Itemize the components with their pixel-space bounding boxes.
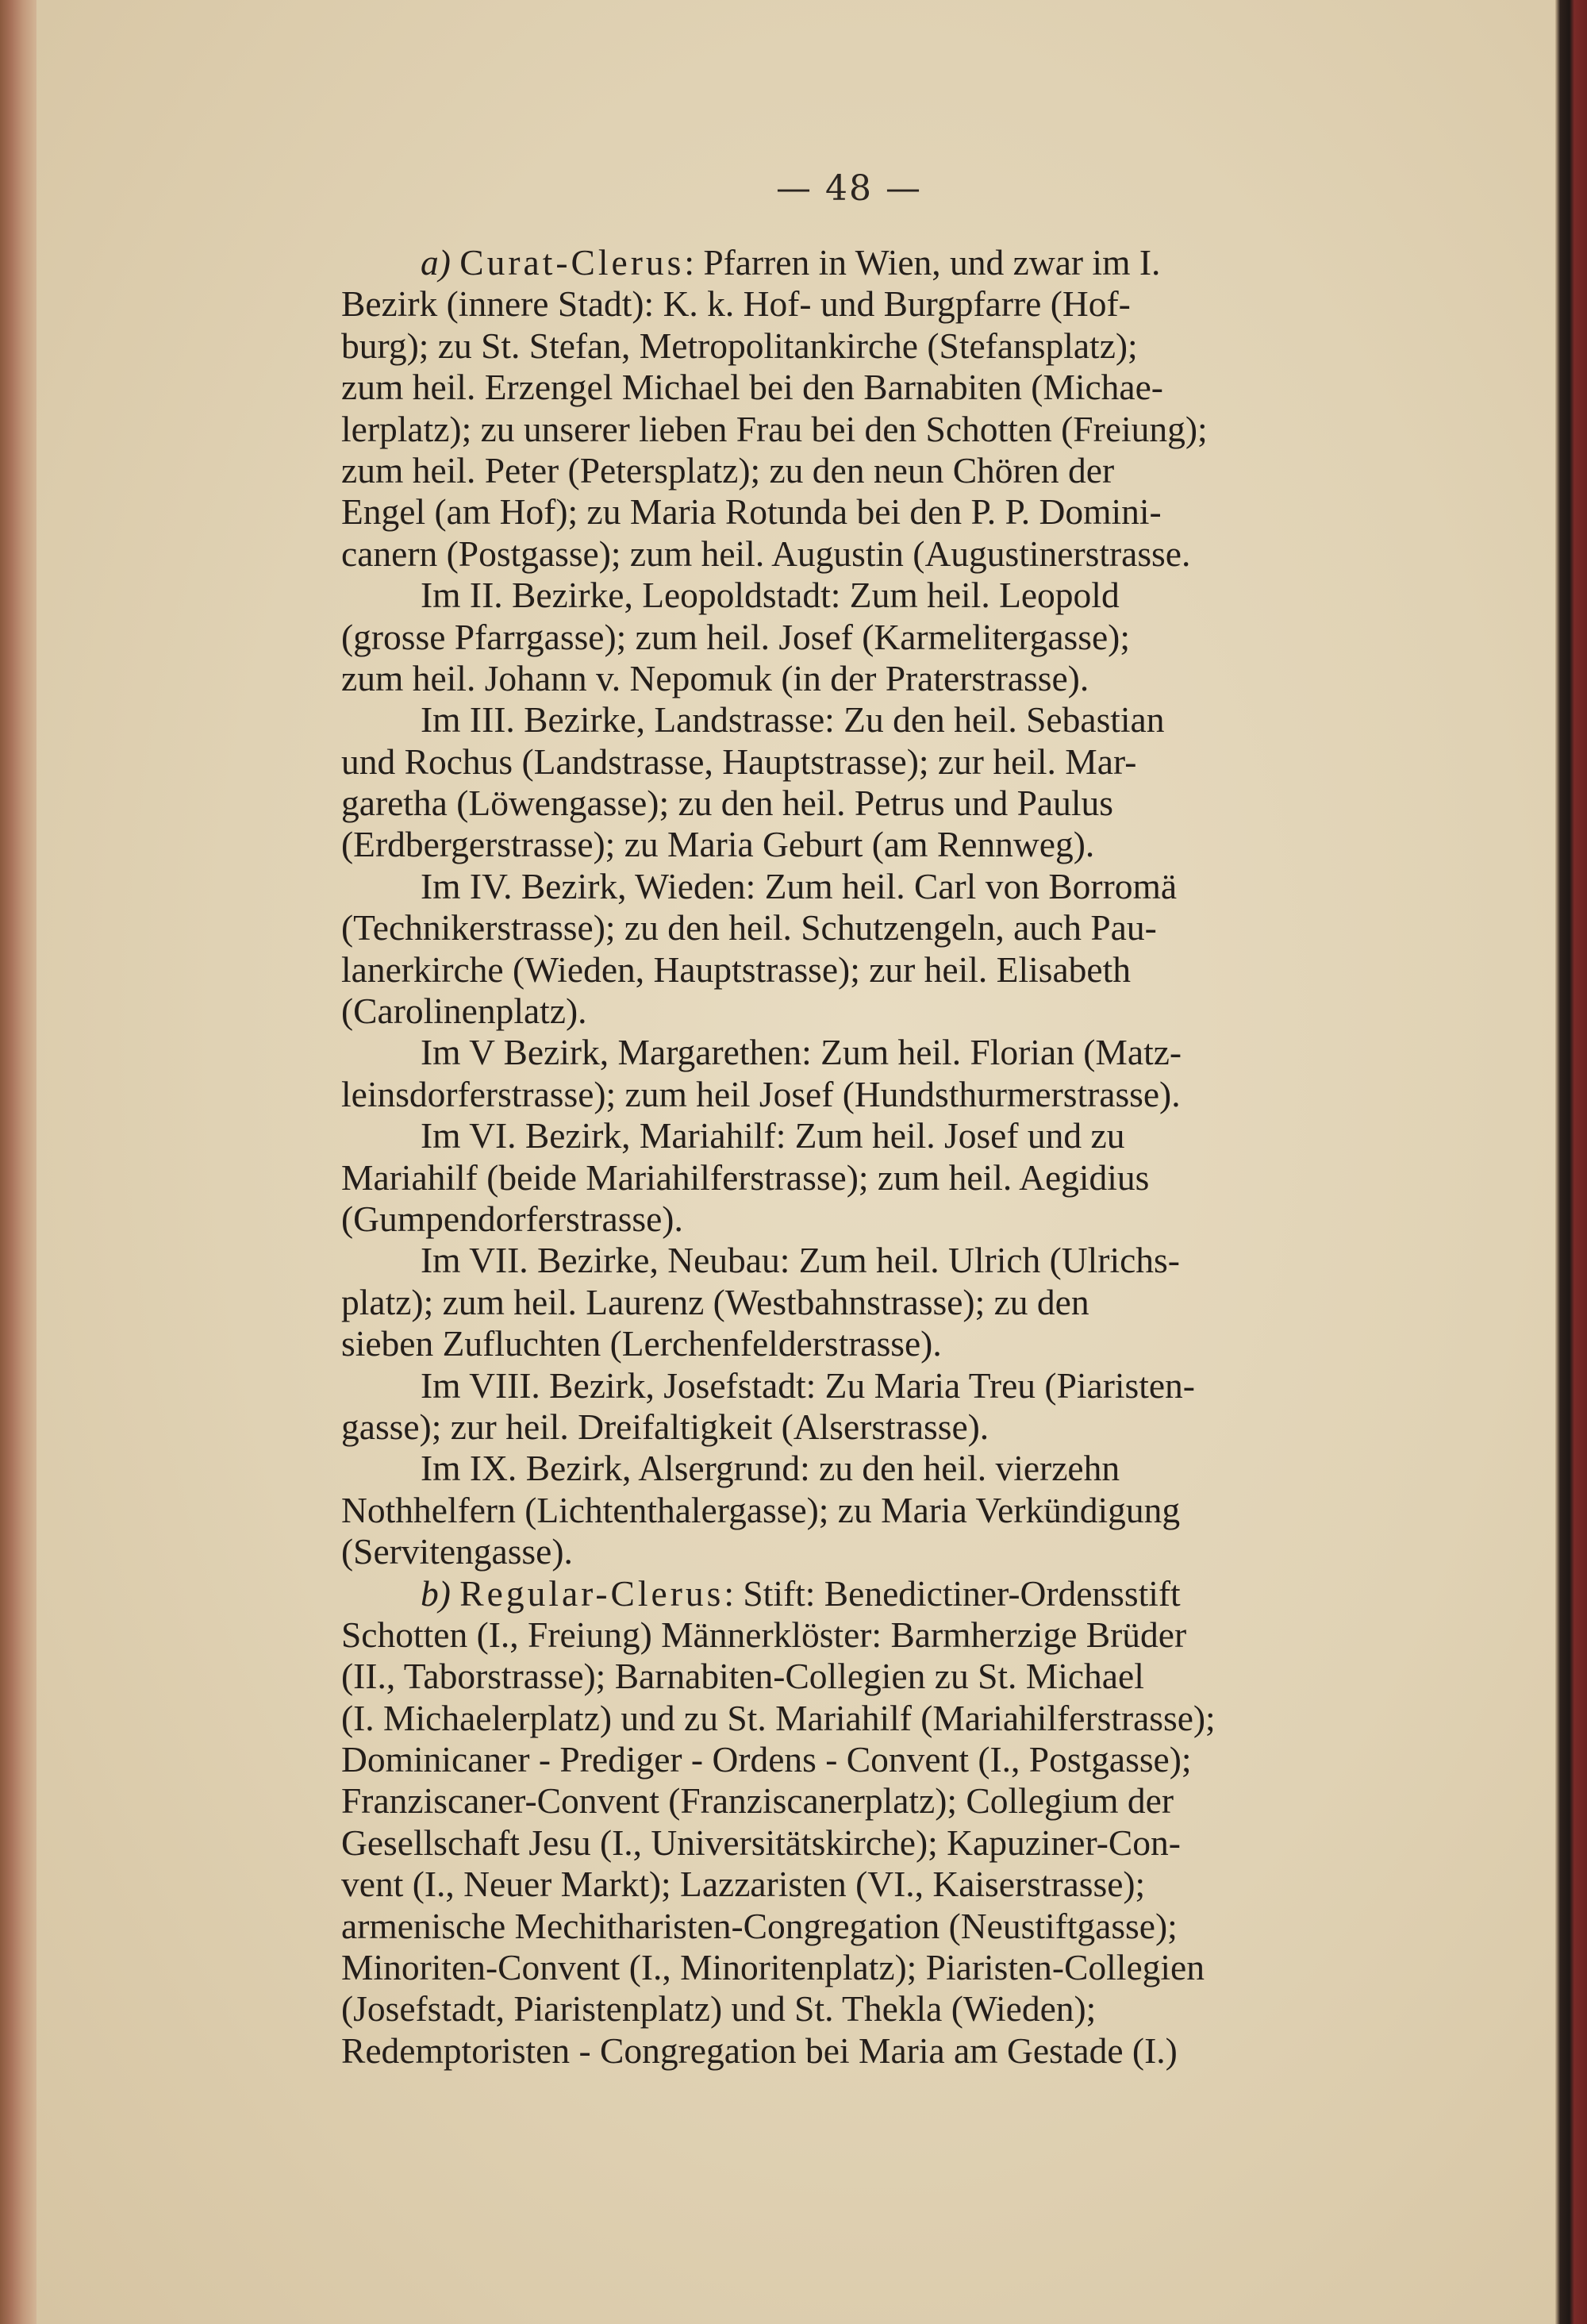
text-line: (grosse Pfarrgasse); zum heil. Josef (Karmelitergasse); xyxy=(341,616,1130,657)
text-line: Im IV. Bezirk, Wieden: Zum heil. Carl von Borromä xyxy=(421,865,1178,906)
text-line: Franziscaner-Convent (Franziscanerplatz); Collegium der xyxy=(341,1780,1174,1822)
text-line xyxy=(341,242,1468,283)
text-line: lanerkirche (Wieden, Hauptstrasse); zur heil. Elisabeth xyxy=(341,948,1131,990)
text-line: Schotten (I., Freiung) Männerklöster: Barmherzige Brüder xyxy=(341,1614,1187,1655)
section-heading-curat-clerus: Curat-Clerus xyxy=(459,242,685,283)
body-text xyxy=(341,242,1468,2072)
text-line: Dominicaner - Prediger - Ordens - Convent (I., Postgasse); xyxy=(341,1739,1192,1780)
text-line: Nothhelfern (Lichtenthalergasse); zu Maria Verkündigung xyxy=(341,1489,1181,1530)
text-line-segment: : Pfarren in Wien, und zwar im I. xyxy=(684,242,1161,283)
text-line: Im VI. Bezirk, Mariahilf: Zum heil. Josef und zu xyxy=(421,1115,1125,1156)
text-line: Im III. Bezirke, Landstrasse: Zu den heil. Sebastian xyxy=(421,699,1165,741)
text-line: Mariahilf (beide Mariahilferstrasse); zum heil. Aegidius xyxy=(341,1156,1150,1198)
text-line: Im IX. Bezirk, Alsergrund: zu den heil. vierzehn xyxy=(421,1448,1120,1489)
text-line: gasse); zur heil. Dreifaltigkeit (Alserstrasse). xyxy=(341,1406,989,1447)
text-line: garetha (Löwengasse); zu den heil. Petrus und Paulus xyxy=(341,783,1113,824)
book-binding-left xyxy=(0,0,37,2324)
text-line: (Josefstadt, Piaristenplatz) und St. Thekla (Wieden); xyxy=(341,1988,1097,2030)
text-line: (Servitengasse). xyxy=(341,1531,573,1572)
text-line-segment: : Stift: Benedictiner-Ordensstift xyxy=(724,1572,1181,1614)
text-line: (Technikerstrasse); zu den heil. Schutzengeln, auch Pau- xyxy=(341,907,1157,948)
text-line: Redemptoristen - Congregation bei Maria am Gestade (I.) xyxy=(341,2030,1178,2071)
book-cover-edge-right xyxy=(1555,0,1587,2324)
text-line: zum heil. Erzengel Michael bei den Barnabiten (Michae- xyxy=(341,367,1163,408)
section-heading-regular-clerus: Regular-Clerus xyxy=(459,1572,724,1614)
text-line: Engel (am Hof); zu Maria Rotunda bei den P. P. Domini- xyxy=(341,491,1162,533)
section-marker-b: b) xyxy=(421,1572,451,1614)
section-marker-a: a) xyxy=(421,242,451,283)
text-line xyxy=(341,1573,1468,1614)
text-line: lerplatz); zu unserer lieben Frau bei den Schotten (Freiung); xyxy=(341,408,1208,449)
text-line: leinsdorferstrasse); zum heil Josef (Hundsthurmerstrasse). xyxy=(341,1073,1181,1114)
text-line: sieben Zufluchten (Lerchenfelderstrasse). xyxy=(341,1323,942,1364)
text-line: platz); zum heil. Laurenz (Westbahnstrasse); zu den xyxy=(341,1281,1089,1322)
text-line: (Gumpendorferstrasse). xyxy=(341,1198,683,1239)
text-line: Bezirk (innere Stadt): K. k. Hof- und Burgpfarre (Hof- xyxy=(341,283,1131,325)
text-line: zum heil. Peter (Petersplatz); zu den neun Chören der xyxy=(341,449,1115,491)
text-line: Minoriten-Convent (I., Minoritenplatz); Piaristen-Collegien xyxy=(341,1947,1205,1988)
text-line: Im V Bezirk, Margarethen: Zum heil. Florian (Matz- xyxy=(421,1032,1182,1073)
text-line: (Carolinenplatz). xyxy=(341,991,587,1032)
text-line: (II., Taborstrasse); Barnabiten-Collegien zu St. Michael xyxy=(341,1656,1144,1697)
text-line: burg); zu St. Stefan, Metropolitankirche (Stefansplatz); xyxy=(341,325,1138,366)
text-line: armenische Mechitharisten-Congregation (Neustiftgasse); xyxy=(341,1905,1178,1946)
text-line: (Erdbergerstrasse); zu Maria Geburt (am Rennweg). xyxy=(341,824,1095,865)
text-line: (I. Michaelerplatz) und zu St. Mariahilf (Mariahilferstrasse); xyxy=(341,1697,1216,1738)
text-line: Im VIII. Bezirk, Josefstadt: Zu Maria Treu (Piaristen- xyxy=(421,1364,1195,1406)
text-line: Im II. Bezirke, Leopoldstadt: Zum heil. Leopold xyxy=(421,575,1120,616)
text-line: zum heil. Johann v. Nepomuk (in der Praterstrasse). xyxy=(341,657,1089,698)
text-line: Gesellschaft Jesu (I., Universitätskirche); Kapuziner-Con- xyxy=(341,1822,1181,1863)
text-line: und Rochus (Landstrasse, Hauptstrasse); zur heil. Mar- xyxy=(341,741,1137,782)
text-line: vent (I., Neuer Markt); Lazzaristen (VI., Kaiserstrasse); xyxy=(341,1864,1146,1905)
page-number: — 48 — xyxy=(776,168,922,209)
text-line: Im VII. Bezirke, Neubau: Zum heil. Ulrich (Ulrichs- xyxy=(421,1240,1180,1281)
text-line: canern (Postgasse); zum heil. Augustin (Augustinerstrasse. xyxy=(341,533,1191,574)
